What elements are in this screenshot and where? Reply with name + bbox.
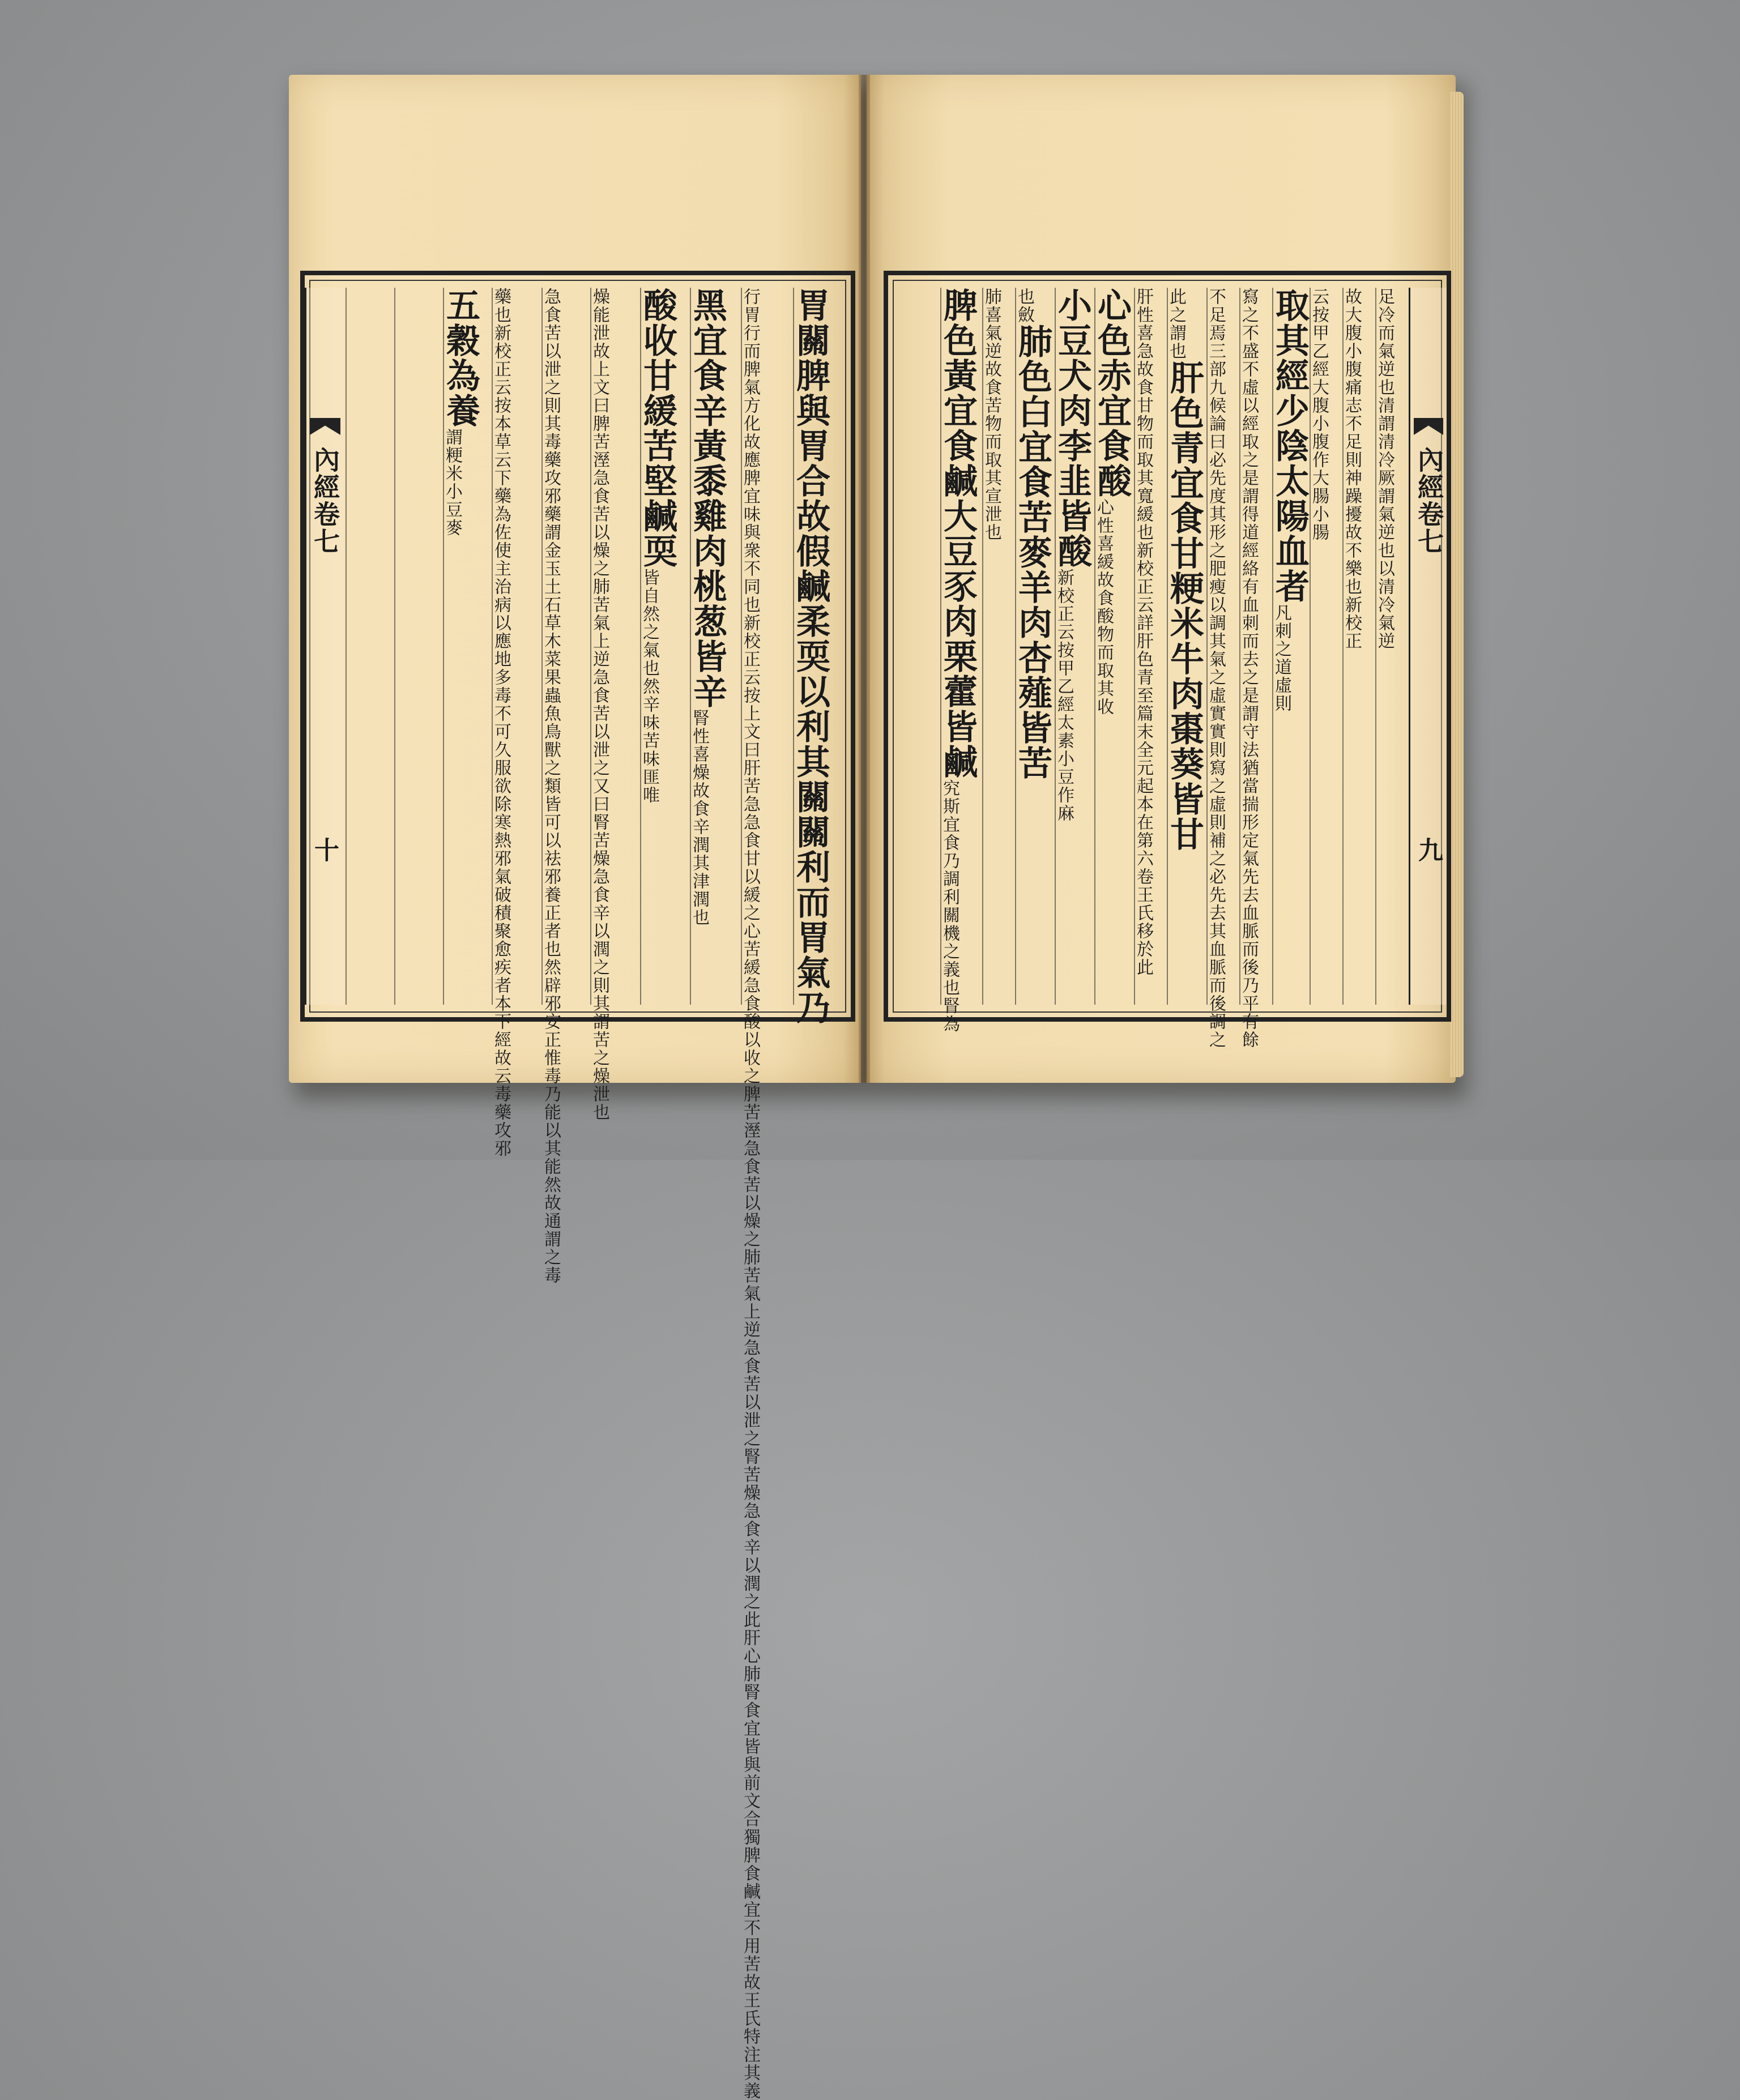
column-annotation-text: 肺喜氣逆故食苦物而取其宣泄也 <box>982 288 1001 541</box>
text-column <box>346 288 393 1005</box>
column-annotation-text: 藥也新校正云按本草云下藥為佐使主治病以應地多毒不可久服欲除寒熱邪氣破積聚愈疾者本下經故云毒藥攻邪 <box>491 288 511 1158</box>
column-annotation-text: 寫之不盛不虛以經取之是謂得道經絡有血刺而去之是謂守法猶當揣形定氣先去血脈而後乃平有餘 <box>1239 288 1259 1049</box>
left-text-frame <box>300 271 855 2100</box>
banxin-page-number: 九 <box>1414 837 1443 863</box>
column-large-text: 酸收甘緩苦堅鹹耎 <box>638 288 677 569</box>
column-annotation-text: 急食苦以泄之則其毒藥攻邪藥謂金玉土石草木菜果蟲魚鳥獸之類皆可以祛邪養正者也然辟邪安正惟毒乃能以其能然故通謂之毒 <box>541 288 561 1284</box>
text-column <box>443 288 491 1005</box>
right-text-frame <box>884 271 1451 1049</box>
column-annotation-text: 燥能泄故上文曰脾苦溼急食苦以燥之肺苦氣上逆急食苦以泄之又曰腎苦燥急食辛以潤之則其謂苦之燥泄也 <box>590 288 609 1121</box>
text-column <box>1342 288 1374 1005</box>
banxin-title: 內經卷七 <box>1414 446 1444 555</box>
banxin-strip <box>1409 288 1447 1005</box>
column-large-text: 胃關脾與胃合故假鹹柔耎以利其關關利而胃氣乃 <box>791 288 830 1025</box>
column-annotation-text: 故大腹小腹痛志不足則神躁擾故不樂也新校正 <box>1342 288 1362 650</box>
column-annotation-text: 究斯宜食乃調利關機之義也腎為 <box>940 779 959 1033</box>
column-annotation-text: 皆自然之氣也然辛味苦味匪唯 <box>639 569 659 804</box>
text-column <box>1094 288 1133 1005</box>
column-annotation-text: 足冷而氣逆也清謂清冷厥謂氣逆也以清冷氣逆 <box>1375 288 1394 650</box>
page-edge <box>1450 92 1464 1077</box>
fishtail-mark <box>310 418 340 435</box>
fishtail-mark <box>1414 418 1443 435</box>
column-annotation-text: 行胃行而脾氣方化故應脾宜味與衆不同也新校正云按上文曰肝苦急急食甘以緩之心苦緩急食酸以收之脾苦溼急食苦以燥之肺苦氣上逆急食苦以泄之腎苦燥急食辛以潤之此肝心肺腎食宜皆與前文合獨脾食鹹宜不用苦故王氏特注其義 <box>740 288 760 2100</box>
column-annotation-text: 肝性喜急故食甘物而取其寬緩也新校正云詳肝色青至篇末全元起本在第六卷王氏移於此 <box>1133 288 1153 976</box>
text-column <box>1015 288 1054 1005</box>
text-column <box>1052 288 1093 1005</box>
column-large-text: 肺色白宜食苦麥羊肉杏薤皆苦 <box>1013 324 1052 780</box>
banxin-page-number: 十 <box>310 837 339 863</box>
column-large-text: 小豆犬肉李韭皆酸 <box>1052 288 1092 569</box>
text-column <box>491 288 540 1158</box>
column-large-text: 脾色黃宜食鹹大豆豕肉栗藿皆鹹 <box>938 288 978 779</box>
text-column <box>1134 288 1166 1005</box>
text-column <box>541 288 589 1284</box>
text-column <box>938 288 981 1033</box>
book-gutter <box>859 75 870 1083</box>
text-column <box>590 288 639 1121</box>
banxin-strip <box>305 288 344 1005</box>
text-column <box>1310 288 1341 1005</box>
column-annotation-text: 新校正云按甲乙經太素小豆作麻 <box>1054 569 1074 822</box>
text-column <box>1375 288 1406 1005</box>
column-annotation-text: 云按甲乙經大腹小腹作大腸小腸 <box>1309 288 1329 541</box>
text-column <box>640 288 689 1005</box>
column-large-text: 黑宜食辛黃黍雞肉桃葱皆辛 <box>688 288 727 709</box>
column-large-text: 取其經少陰太陽血者 <box>1270 288 1310 604</box>
text-column <box>1206 288 1238 1049</box>
text-column <box>690 288 740 1005</box>
text-column <box>791 288 839 1025</box>
column-large-text: 肝色青宜食甘粳米牛肉棗葵皆甘 <box>1165 360 1204 852</box>
text-column <box>1239 288 1271 1049</box>
column-large-text: 心色赤宜食酸 <box>1092 288 1132 498</box>
text-column <box>982 288 1014 1005</box>
column-annotation-text: 不足焉三部九候論曰必先度其形之肥瘦以調其氣之虛實實則寫之虛則補之必先去其血脈而後調之 <box>1206 288 1226 1049</box>
column-annotation-text: 心性喜緩故食酸物而取其收 <box>1094 498 1114 716</box>
banxin-title: 內經卷七 <box>310 446 340 555</box>
text-column <box>1167 288 1205 1005</box>
column-annotation-text: 也斂 <box>1014 288 1034 324</box>
text-column <box>1272 288 1308 1005</box>
text-column <box>394 288 442 1005</box>
column-annotation-text: 此之謂也 <box>1166 288 1186 360</box>
column-annotation-text: 凡刺之道虛則 <box>1272 604 1291 712</box>
column-large-text: 五穀為養 <box>441 288 480 428</box>
text-column <box>740 288 791 2100</box>
column-annotation-text: 謂粳米小豆麥 <box>442 428 462 537</box>
column-annotation-text: 腎性喜燥故食辛潤其津潤也 <box>689 709 709 927</box>
